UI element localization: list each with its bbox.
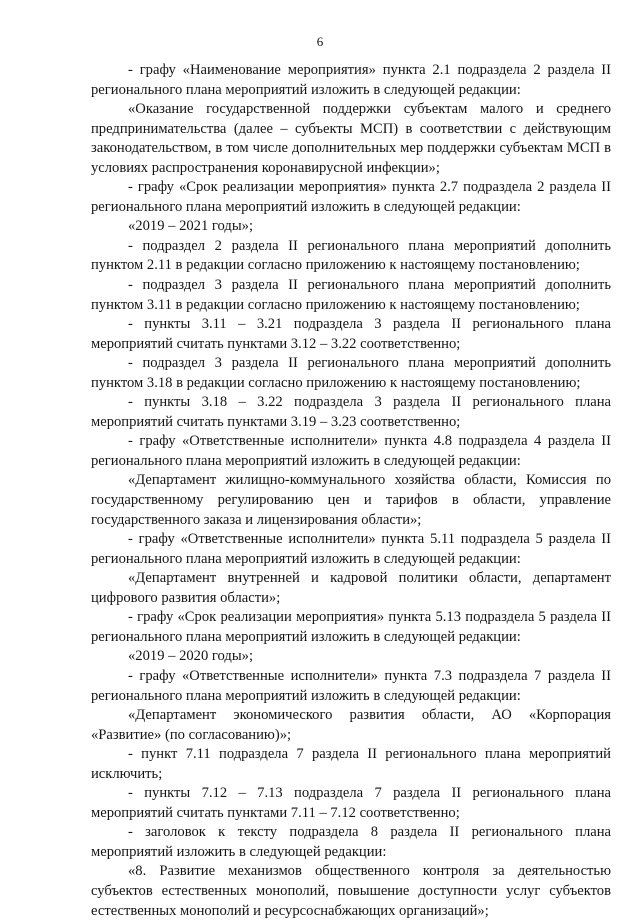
paragraph: «Департамент жилищно-коммунального хозяйства области, Комиссия по государственному регулированию цен и тарифов в области, управление государственного заказа и лицензирования области»; bbox=[91, 472, 611, 528]
paragraph: «Оказание государственной поддержки субъектам малого и среднего предпринимательства (далее – субъекты МСП) в соответствии с действующим законодательством, в том числе дополнительных мер поддержки субъектам МСП в условиях распространения коронавирусной инфекции»; bbox=[91, 101, 611, 176]
paragraph: «2019 – 2020 годы»; bbox=[128, 648, 253, 665]
page-number: 6 bbox=[316, 34, 324, 49]
paragraph: «Департамент экономического развития области, АО «Корпорация «Развитие» (по согласованию)»; bbox=[91, 707, 611, 743]
paragraph: «8. Развитие механизмов общественного контроля за деятельностью субъектов естественных монополий, повышение доступности услуг субъектов естественных монополий и ресурсоснабжающих организаций»; bbox=[91, 863, 611, 919]
paragraph: - заголовок к тексту подраздела 8 раздела II регионального плана мероприятий изложить в следующей редакции: bbox=[91, 824, 611, 860]
paragraph: - подраздел 2 раздела II регионального плана мероприятий дополнить пунктом 2.11 в редакции согласно приложению к настоящему постановлению; bbox=[91, 237, 611, 274]
paragraph: - графу «Срок реализации мероприятия» пункта 2.7 подраздела 2 раздела II регионального плана мероприятий изложить в следующей редакции: bbox=[91, 179, 611, 215]
paragraph: - пункт 7.11 подраздела 7 раздела II регионального плана мероприятий исключить; bbox=[91, 746, 611, 782]
paragraph: «2019 – 2021 годы»; bbox=[128, 218, 253, 235]
document-body bbox=[91, 61, 611, 921]
paragraph: - пункты 7.12 – 7.13 подраздела 7 раздела II регионального плана мероприятий считать пунктами 7.11 – 7.12 соответственно; bbox=[91, 785, 611, 821]
paragraph: - графу «Срок реализации мероприятия» пункта 5.13 подраздела 5 раздела II регионального плана мероприятий изложить в следующей редакции: bbox=[91, 609, 611, 645]
paragraph: - графу «Ответственные исполнители» пункта 5.11 подраздела 5 раздела II регионального плана мероприятий изложить в следующей редакции: bbox=[91, 531, 611, 567]
paragraph: «Департамент внутренней и кадровой политики области, департамент цифрового развития области»; bbox=[91, 570, 611, 606]
paragraph: - графу «Ответственные исполнители» пункта 7.3 подраздела 7 раздела II регионального плана мероприятий изложить в следующей редакции: bbox=[91, 667, 611, 704]
paragraph: - подраздел 3 раздела II регионального плана мероприятий дополнить пунктом 3.11 в редакции согласно приложению к настоящему постановлению; bbox=[91, 277, 611, 313]
paragraph: - графу «Ответственные исполнители» пункта 4.8 подраздела 4 раздела II регионального плана мероприятий изложить в следующей редакции: bbox=[91, 433, 611, 469]
paragraph: - подраздел 3 раздела II регионального плана мероприятий дополнить пунктом 3.18 в редакции согласно приложению к настоящему постановлению; bbox=[91, 355, 611, 391]
paragraph: - графу «Наименование мероприятия» пункта 2.1 подраздела 2 раздела II регионального плана мероприятий изложить в следующей редакции: bbox=[91, 62, 611, 98]
paragraph: - пункты 3.18 – 3.22 подраздела 3 раздела II регионального плана мероприятий считать пунктами 3.19 – 3.23 соответственно; bbox=[91, 394, 611, 430]
paragraph: - пункты 3.11 – 3.21 подраздела 3 раздела II регионального плана мероприятий считать пунктами 3.12 – 3.22 соответственно; bbox=[91, 316, 611, 352]
